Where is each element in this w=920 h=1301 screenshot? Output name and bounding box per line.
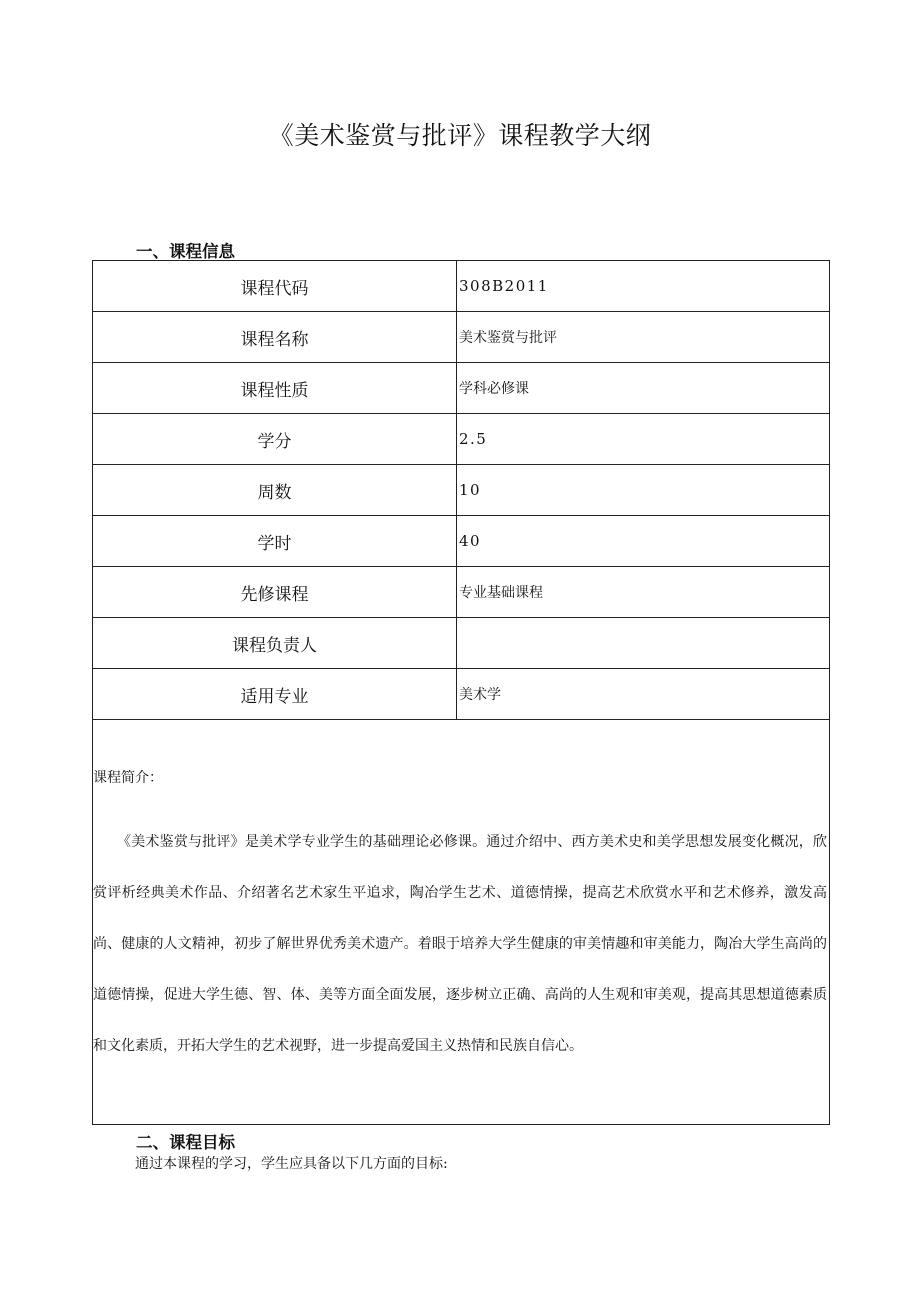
row-label-weeks: 周数 <box>93 465 457 516</box>
row-label-applicable-major: 适用专业 <box>93 669 457 720</box>
table-row <box>93 567 830 618</box>
row-value-course-type: 学科必修课 <box>457 363 830 414</box>
row-value-course-name: 美术鉴赏与批评 <box>457 312 830 363</box>
section-heading-course-goals: 二、课程目标 <box>136 1133 235 1152</box>
row-label-course-leader: 课程负责人 <box>93 618 457 669</box>
table-row <box>93 618 830 669</box>
row-value-hours: 40 <box>457 516 830 567</box>
row-label-course-type: 课程性质 <box>93 363 457 414</box>
table-row <box>93 261 830 312</box>
row-value-applicable-major: 美术学 <box>457 669 830 720</box>
table-row <box>93 312 830 363</box>
course-intro-body: 《美术鉴赏与批评》是美术学专业学生的基础理论必修课。通过介绍中、西方美术史和美学思想发展变化概况，欣赏评析经典美术作品、介绍著名艺术家生平追求，陶冶学生艺术、道德情操，提高艺术欣赏水平和艺术修养，激发高尚、健康的人文精神，初步了解世界优秀美术遗产。着眼于培养大学生健康的审美情趣和审美能力，陶冶大学生高尚的道德情操，促进大学生德、智、体、美等方面全面发展，逐步树立正确、高尚的人生观和审美观，提高其思想道德素质和文化素质，开拓大学生的艺术视野，进一步提高爱国主义热情和民族自信心。 <box>93 834 827 1054</box>
page-title: 《美术鉴赏与批评》课程教学大纲 <box>268 121 652 150</box>
row-label-hours: 学时 <box>93 516 457 567</box>
section-heading-course-info: 一、课程信息 <box>136 242 235 261</box>
row-label-course-code: 课程代码 <box>93 261 457 312</box>
table-row <box>93 516 830 567</box>
row-value-weeks: 10 <box>457 465 830 516</box>
table-row <box>93 465 830 516</box>
row-label-course-name: 课程名称 <box>93 312 457 363</box>
course-intro-heading: 课程简介： <box>93 770 163 786</box>
row-value-credits: 2.5 <box>457 414 830 465</box>
table-row <box>93 720 830 1125</box>
course-goals-intro: 通过本课程的学习，学生应具备以下几方面的目标: <box>135 1156 448 1172</box>
row-label-prerequisites: 先修课程 <box>93 567 457 618</box>
row-label-credits: 学分 <box>93 414 457 465</box>
row-value-prerequisites: 专业基础课程 <box>457 567 830 618</box>
course-intro-cell <box>93 720 830 1125</box>
table-row <box>93 414 830 465</box>
row-value-course-code: 308B2011 <box>457 261 830 312</box>
table-row <box>93 669 830 720</box>
course-info-table <box>92 260 830 1125</box>
table-row <box>93 363 830 414</box>
row-value-course-leader <box>457 618 830 669</box>
